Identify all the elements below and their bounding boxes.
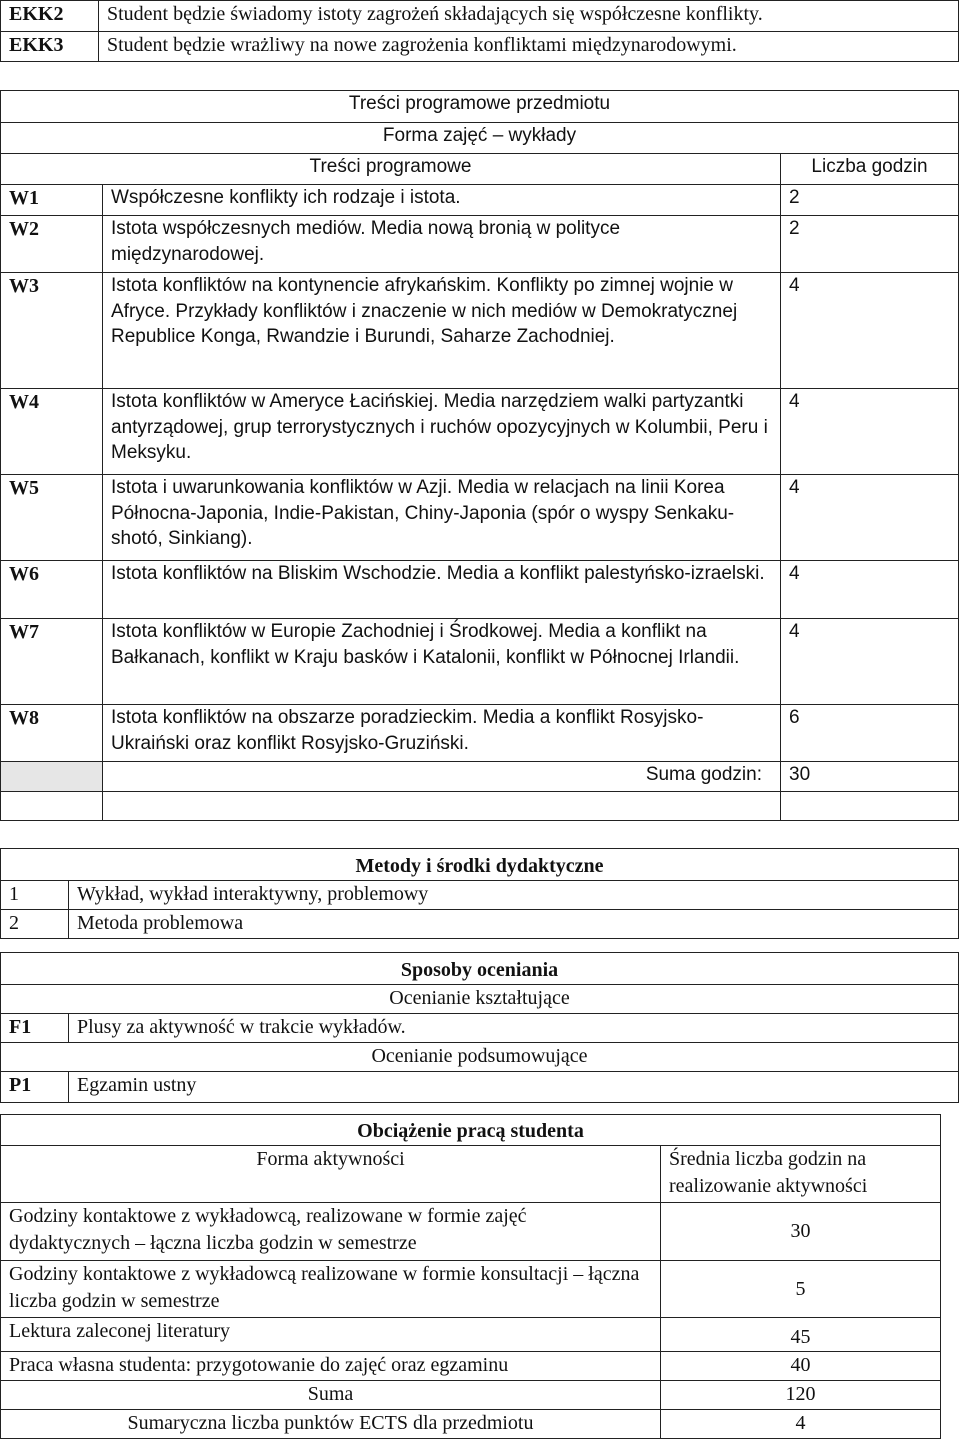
content-hours: 4 [781,475,959,561]
method-num: 2 [1,910,69,939]
workload-label: Praca własna studenta: przygotowanie do zajęć oraz egzaminu [1,1352,661,1381]
assessment-title: Sposoby oceniania [1,953,959,985]
col-hours-header: Liczba godzin [781,154,959,185]
method-num: 1 [1,881,69,910]
content-row [1,561,959,619]
content-row [1,185,959,216]
effect-text: Student będzie wrażliwy na nowe zagrożenia konfliktami międzynarodowymi. [99,32,959,62]
content-hours: 4 [781,619,959,705]
content-row [1,216,959,273]
content-empty-row [1,792,959,821]
workload-value: 5 [661,1261,941,1318]
col-avg-header: Średnia liczba godzin na realizowanie aktywności [661,1146,941,1203]
workload-value: 40 [661,1352,941,1381]
summative-code: P1 [1,1072,69,1103]
content-hours: 6 [781,705,959,762]
formative-title: Ocenianie kształtujące [1,985,959,1014]
summative-title: Ocenianie podsumowujące [1,1043,959,1072]
content-sum-row [1,762,959,792]
effect-code: EKK3 [1,32,99,62]
content-code: W5 [1,475,103,561]
content-text: Istota konfliktów na Bliskim Wschodzie. Media a konflikt palestyńsko-izraelski. [103,561,781,619]
workload-sum-label: Suma [1,1381,661,1410]
method-row [1,881,959,910]
method-text: Metoda problemowa [69,910,959,939]
method-row [1,910,959,939]
formative-row [1,1014,959,1043]
formative-code: F1 [1,1014,69,1043]
empty-cell [1,792,103,821]
col-form-header: Forma aktywności [1,1146,661,1203]
methods-table [0,848,959,939]
content-code: W4 [1,389,103,475]
ects-value: 4 [661,1410,941,1439]
workload-value: 30 [661,1203,941,1261]
ects-row [1,1410,941,1439]
empty-cell [103,792,781,821]
effect-row [1,1,959,32]
workload-sum-row [1,1381,941,1410]
workload-sum-value: 120 [661,1381,941,1410]
content-row [1,619,959,705]
content-hours: 4 [781,561,959,619]
summative-row [1,1072,959,1103]
content-row [1,389,959,475]
content-row [1,273,959,389]
workload-label: Godziny kontaktowe z wykładowcą, realizowane w formie zajęć dydaktycznych – łączna liczba godzin w semestrze [1,1203,661,1261]
workload-label: Godziny kontaktowe z wykładowcą realizowane w formie konsultacji – łączna liczba godzin w semestrze [1,1261,661,1318]
content-code: W8 [1,705,103,762]
content-hours: 2 [781,216,959,273]
workload-title: Obciążenie pracą studenta [1,1115,941,1146]
effect-code: EKK2 [1,1,99,32]
content-code: W2 [1,216,103,273]
content-text: Istota konfliktów w Ameryce Łacińskiej. Media narzędziem walki partyzantki antyrządowej, grup terrorystycznych i ruchów opozycyjnych w Kolumbii, Peru i Meksyku. [103,389,781,475]
content-code: W1 [1,185,103,216]
content-code: W6 [1,561,103,619]
content-hours: 2 [781,185,959,216]
workload-label: Lektura zaleconej literatury [1,1318,661,1352]
content-text: Istota i uwarunkowania konfliktów w Azji. Media w relacjach na linii Korea Północna-Japonia, Indie-Pakistan, Chiny-Japonia (spór o wyspy Senkaku-shotó, Sinkiang). [103,475,781,561]
workload-row [1,1203,941,1261]
content-text: Współczesne konflikty ich rodzaje i istota. [103,185,781,216]
content-text: Istota konfliktów w Europie Zachodniej i Środkowej. Media a konflikt na Bałkanach, konflikt w Kraju basków i Katalonii, konflikt w Północnej Irlandii. [103,619,781,705]
col-content-header: Treści programowe [1,154,781,185]
workload-row [1,1318,941,1352]
content-code: W3 [1,273,103,389]
content-text: Istota współczesnych mediów. Media nową bronią w polityce międzynarodowej. [103,216,781,273]
empty-cell [781,792,959,821]
content-text: Istota konfliktów na kontynencie afrykańskim. Konflikty po zimnej wojnie w Afryce. Przykłady konfliktów i znaczenie w nich mediów w Demokratycznej Republice Konga, Rwandzie i Burundi, Saharze Zachodniej. [103,273,781,389]
workload-row [1,1261,941,1318]
sum-value: 30 [781,762,959,792]
content-row [1,475,959,561]
content-row [1,705,959,762]
effect-row [1,32,959,62]
method-text: Wykład, wykład interaktywny, problemowy [69,881,959,910]
methods-title: Metody i środki dydaktyczne [1,849,959,881]
content-table [0,90,959,821]
summative-text: Egzamin ustny [69,1072,959,1103]
effects-table [0,0,959,62]
content-title: Treści programowe przedmiotu [1,91,959,123]
ects-label: Sumaryczna liczba punktów ECTS dla przedmiotu [1,1410,661,1439]
content-form: Forma zajęć – wykłady [1,123,959,154]
sum-gray-cell [1,762,103,792]
content-hours: 4 [781,389,959,475]
sum-label: Suma godzin: [103,762,781,792]
content-code: W7 [1,619,103,705]
assessment-table [0,952,959,1103]
content-hours: 4 [781,273,959,389]
workload-row [1,1352,941,1381]
workload-value: 45 [661,1318,941,1352]
workload-table [0,1114,941,1439]
content-text: Istota konfliktów na obszarze poradzieckim. Media a konflikt Rosyjsko-Ukraiński oraz konflikt Rosyjsko-Gruziński. [103,705,781,762]
formative-text: Plusy za aktywność w trakcie wykładów. [69,1014,959,1043]
effect-text: Student będzie świadomy istoty zagrożeń składających się współczesne konflikty. [99,1,959,32]
